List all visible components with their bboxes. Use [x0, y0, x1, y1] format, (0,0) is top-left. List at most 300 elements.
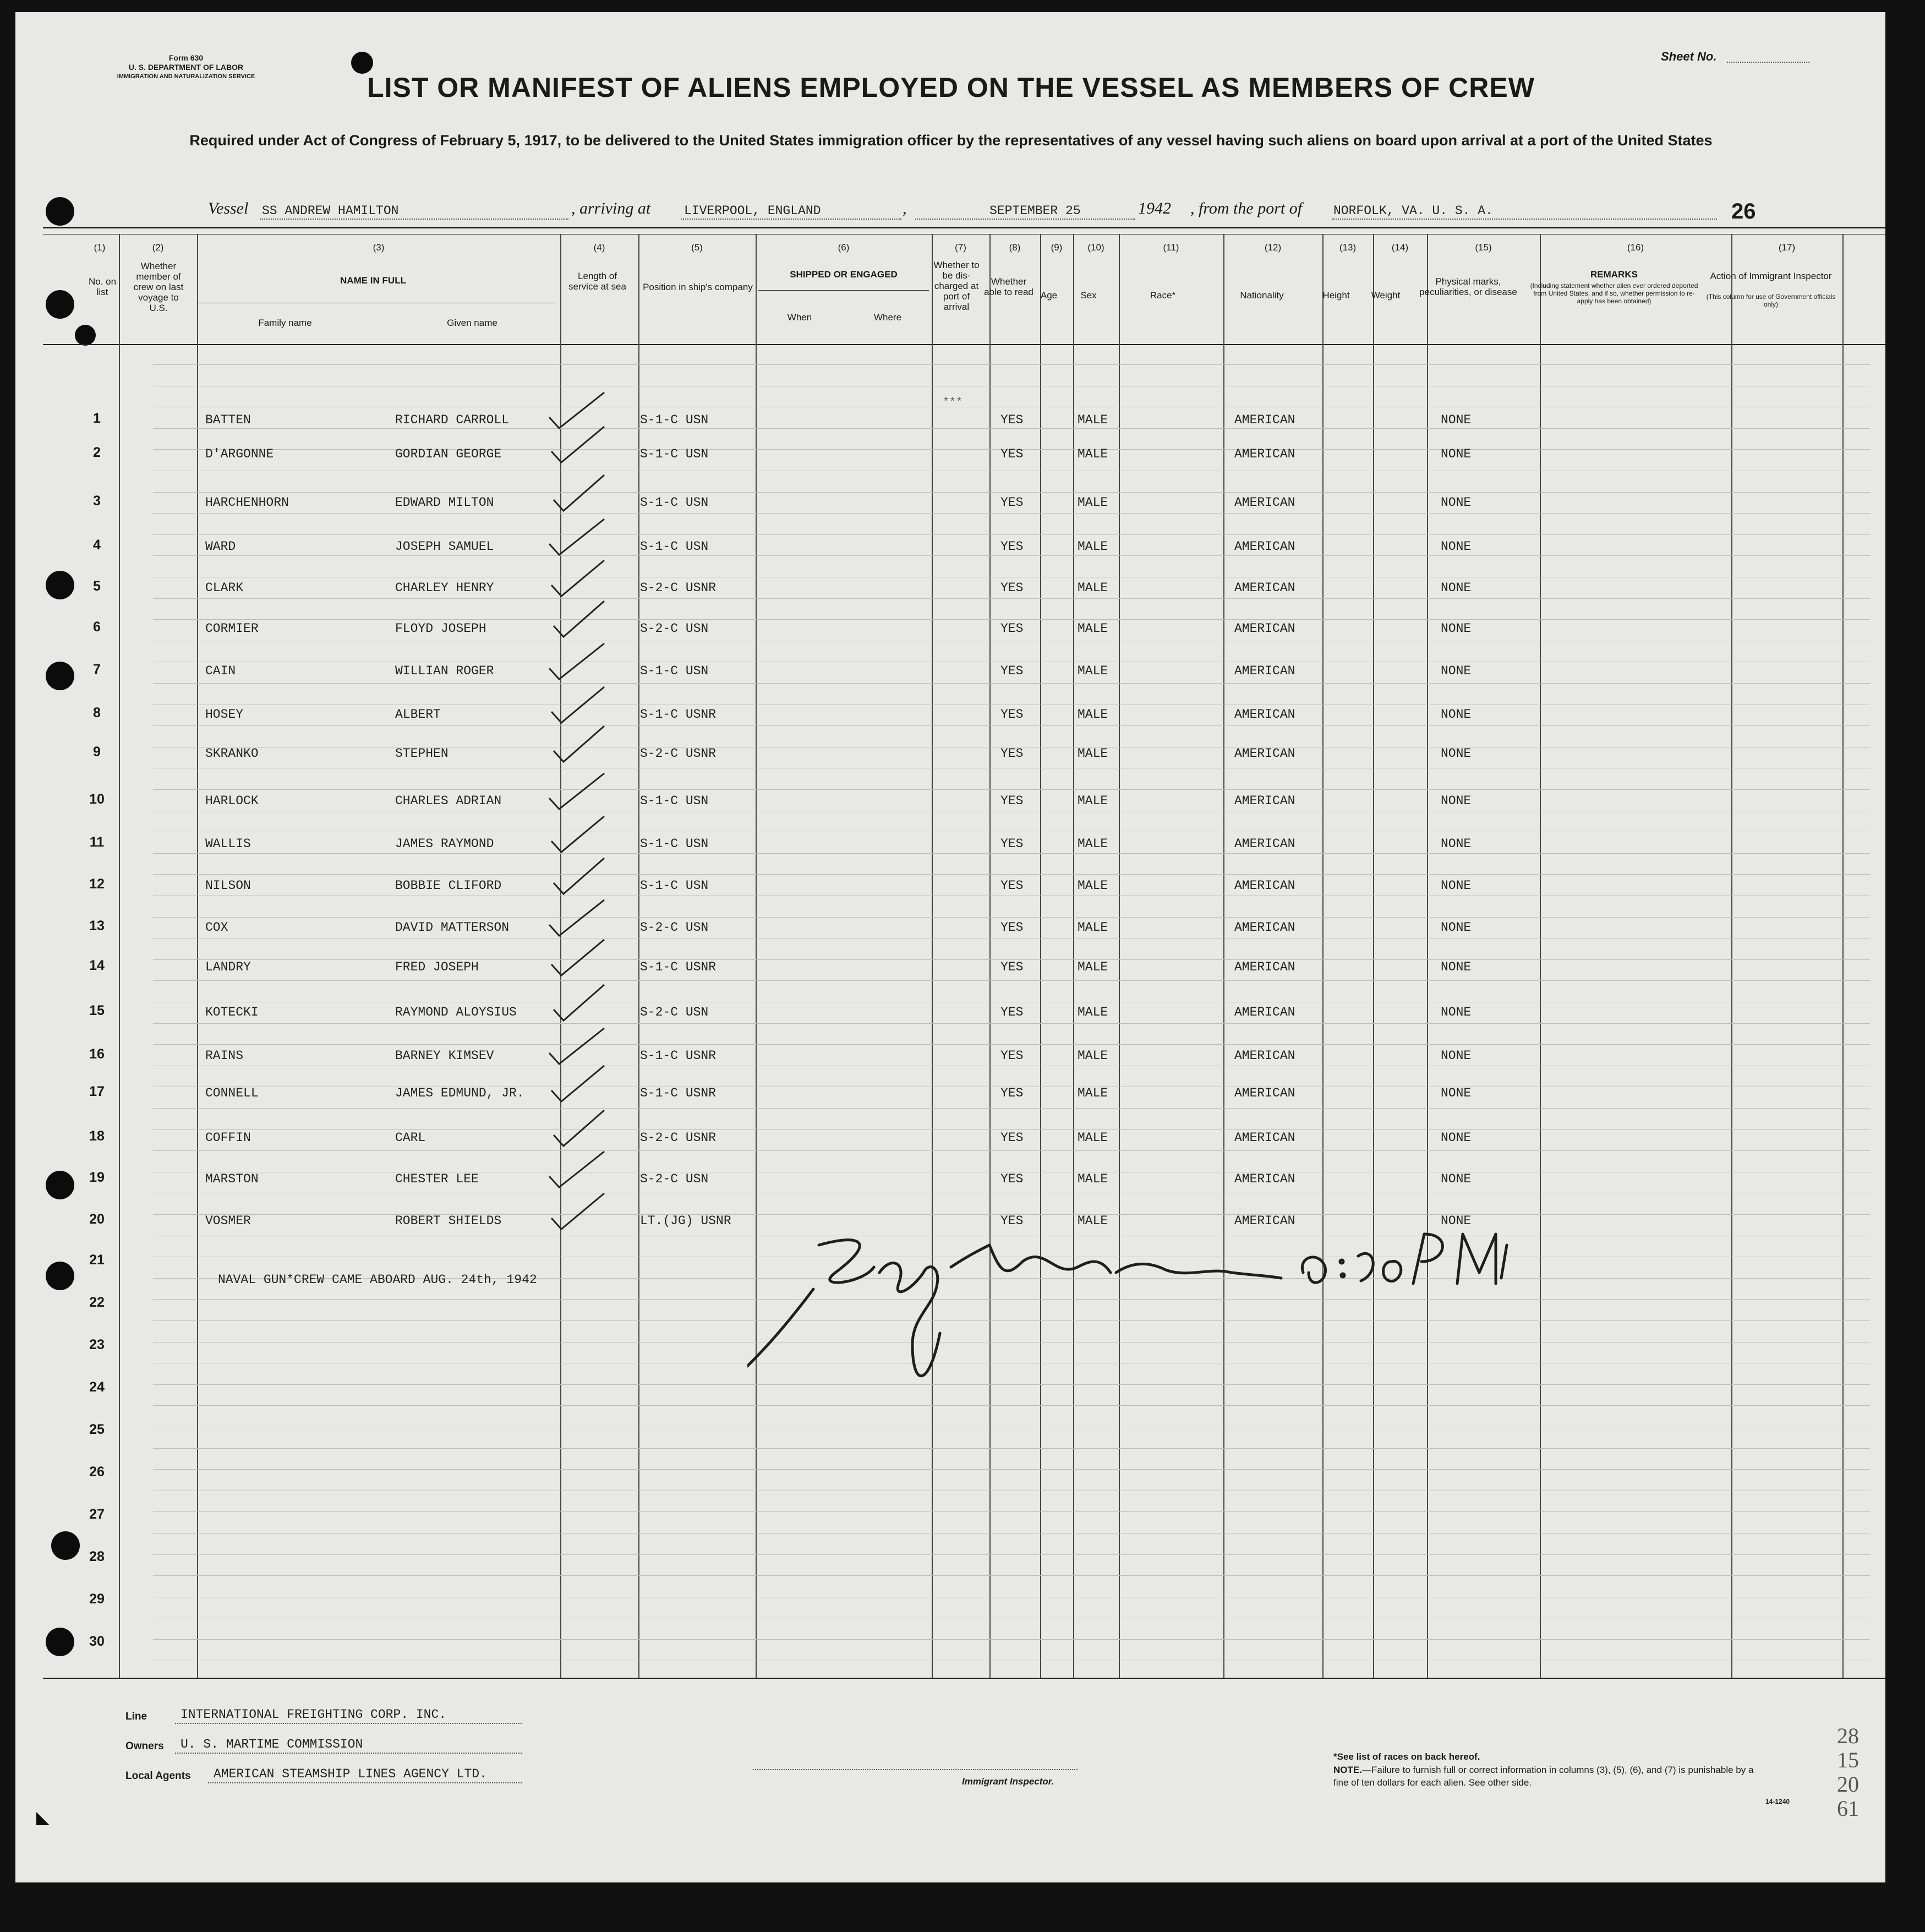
grid-line	[153, 874, 1870, 875]
col-13-head: Height	[1322, 290, 1350, 301]
column-rule	[989, 234, 991, 1678]
able-to-read: YES	[1000, 1049, 1024, 1063]
row-7-note: ***	[943, 396, 963, 409]
nationality: AMERICAN	[1234, 413, 1295, 427]
ship-position: S-2-C USN	[640, 621, 709, 636]
col-16-note: (Including statement whether alien ever ordered deported from United States, and if so, whether permission to re-apply has been obtained)	[1530, 282, 1698, 305]
column-rule	[1119, 234, 1120, 1678]
ship-position: S-1-C USN	[640, 878, 709, 893]
arrival-date: SEPTEMBER 25	[989, 204, 1081, 218]
given-name: RAYMOND ALOYSIUS	[395, 1005, 517, 1019]
row-number: 13	[89, 918, 105, 934]
row-number: 15	[89, 1003, 105, 1018]
physical-marks: NONE	[1441, 746, 1472, 761]
sex: MALE	[1078, 495, 1108, 510]
row-number: 11	[89, 834, 105, 850]
given-name: ROBERT SHIELDS	[395, 1214, 502, 1228]
family-name: CAIN	[205, 664, 236, 678]
ship-position: S-1-C USNR	[640, 960, 717, 974]
column-rule	[1731, 234, 1732, 1678]
sex: MALE	[1078, 878, 1108, 893]
col-9-head: Age	[1040, 290, 1058, 301]
punch-hole	[46, 290, 74, 319]
grid-line	[153, 789, 1870, 790]
race-note: *See list of races on back hereof.	[1333, 1751, 1480, 1762]
family-name: WALLIS	[205, 837, 251, 851]
grid-line	[153, 534, 1870, 535]
manifest-sheet	[15, 12, 1885, 1882]
col-6-sub-where: Where	[873, 312, 902, 323]
physical-marks: NONE	[1441, 920, 1472, 935]
col-16-head: REMARKS	[1590, 269, 1638, 280]
line-label: Line	[125, 1711, 147, 1722]
given-name: EDWARD MILTON	[395, 495, 494, 510]
nationality: AMERICAN	[1234, 920, 1295, 935]
physical-marks: NONE	[1441, 707, 1472, 722]
nationality: AMERICAN	[1234, 1131, 1295, 1145]
comma: ,	[903, 199, 907, 217]
owners-label: Owners	[125, 1740, 164, 1752]
form-number: Form 630	[168, 53, 204, 62]
grid-line	[153, 598, 1870, 599]
nationality: AMERICAN	[1234, 495, 1295, 510]
family-name: CLARK	[205, 581, 244, 595]
sex: MALE	[1078, 1131, 1108, 1145]
given-name: JOSEPH SAMUEL	[395, 539, 494, 554]
family-name: VOSMER	[205, 1214, 251, 1228]
column-number: (11)	[1163, 242, 1179, 253]
ship-position: S-1-C USN	[640, 837, 709, 851]
grid-line	[153, 853, 1870, 854]
grid-line	[153, 364, 1870, 365]
family-name: COX	[205, 920, 228, 935]
ship-position: S-2-C USN	[640, 920, 709, 935]
col-8-head: Whether able to read	[984, 276, 1033, 297]
able-to-read: YES	[1000, 581, 1024, 595]
sex: MALE	[1078, 413, 1108, 427]
row-number: 1	[93, 411, 101, 426]
checkmark	[549, 643, 604, 679]
arrival-year: 1942	[1138, 199, 1171, 217]
from-port: NORFOLK, VA. U. S. A.	[1333, 204, 1493, 218]
nationality: AMERICAN	[1234, 837, 1295, 851]
service-checkmarks	[544, 353, 643, 1234]
grid-line	[153, 428, 1870, 429]
physical-marks: NONE	[1441, 413, 1472, 427]
ship-position: S-1-C USN	[640, 664, 709, 678]
note-text: —Failure to furnish full or correct information in columns (3), (5), (6), and (7) is punishable by a fine of ten dollars for each alien. See other side.	[1333, 1765, 1754, 1788]
physical-marks: NONE	[1441, 837, 1472, 851]
vessel-name: SS ANDREW HAMILTON	[262, 204, 399, 218]
column-number: (12)	[1264, 242, 1282, 253]
checkmark	[549, 519, 604, 555]
row-number: 5	[93, 578, 101, 594]
sex: MALE	[1078, 1005, 1108, 1019]
col-3-sub-family: Family name	[258, 318, 312, 328]
from-label: , from the port of	[1190, 199, 1303, 217]
row-number: 18	[89, 1128, 105, 1144]
date-blank	[915, 219, 1135, 220]
row-number: 16	[89, 1046, 105, 1062]
checkmark	[554, 726, 604, 762]
col-1-head: No. on list	[88, 276, 117, 297]
punch-hole	[75, 325, 96, 346]
checkmark	[551, 1193, 604, 1229]
punch-hole	[51, 1531, 80, 1560]
sex: MALE	[1078, 1172, 1108, 1186]
margin-numbers	[1829, 1724, 1867, 1821]
given-name: BARNEY KIMSEV	[395, 1049, 494, 1063]
checkmark	[554, 858, 604, 894]
page-title: LIST OR MANIFEST OF ALIENS EMPLOYED ON THE VESSEL AS MEMBERS OF CREW	[367, 72, 1535, 103]
grid-line	[153, 1469, 1870, 1470]
nationality: AMERICAN	[1234, 1172, 1295, 1186]
row-number: 14	[89, 958, 105, 973]
physical-marks: NONE	[1441, 539, 1472, 554]
col-5-head: Position in ship's company	[643, 282, 753, 292]
able-to-read: YES	[1000, 1086, 1024, 1100]
punch-hole	[46, 1628, 74, 1656]
sex: MALE	[1078, 664, 1108, 678]
row-number: 17	[89, 1084, 105, 1099]
grid-line	[153, 980, 1870, 981]
column-number: (6)	[838, 242, 850, 253]
arriving-blank	[681, 219, 901, 220]
department: U. S. DEPARTMENT OF LABOR	[128, 63, 244, 72]
grid-line	[153, 1108, 1870, 1109]
column-rule	[1842, 234, 1844, 1678]
column-rule	[1073, 234, 1074, 1678]
row-number: 2	[93, 445, 101, 460]
punch-hole	[351, 52, 373, 74]
column-number: (14)	[1391, 242, 1409, 253]
row-number: 7	[93, 662, 101, 677]
checkmark	[549, 900, 604, 936]
checkmark	[551, 427, 604, 462]
grid-line	[153, 555, 1870, 556]
line-blank	[175, 1723, 522, 1724]
checkmark	[549, 773, 604, 809]
ship-position: S-1-C USNR	[640, 707, 717, 722]
family-name: KOTECKI	[205, 1005, 259, 1019]
able-to-read: YES	[1000, 920, 1024, 935]
row-number: 8	[93, 705, 101, 721]
checkmark	[551, 940, 604, 975]
col-10-head: Sex	[1080, 290, 1097, 301]
column-rule	[1427, 234, 1428, 1678]
margin-number: 28	[1837, 1723, 1859, 1748]
given-name: CARL	[395, 1131, 426, 1145]
physical-marks: NONE	[1441, 960, 1472, 974]
column-rule	[1322, 234, 1324, 1678]
column-rule	[1223, 234, 1224, 1678]
table-bottom-rule	[43, 1678, 1885, 1679]
line-value: INTERNATIONAL FREIGHTING CORP. INC.	[181, 1707, 447, 1722]
able-to-read: YES	[1000, 1131, 1024, 1145]
family-name: MARSTON	[205, 1172, 259, 1186]
nationality: AMERICAN	[1234, 960, 1295, 974]
nationality: AMERICAN	[1234, 746, 1295, 761]
family-name: HOSEY	[205, 707, 244, 722]
sex: MALE	[1078, 707, 1108, 722]
able-to-read: YES	[1000, 539, 1024, 554]
given-name: DAVID MATTERSON	[395, 920, 510, 935]
family-name: SKRANKO	[205, 746, 259, 761]
nationality: AMERICAN	[1234, 707, 1295, 722]
margin-number: 61	[1837, 1796, 1859, 1821]
given-name: WILLIAN ROGER	[395, 664, 494, 678]
family-name: LANDRY	[205, 960, 251, 974]
column-rule	[197, 234, 198, 1678]
family-name: CONNELL	[205, 1086, 259, 1100]
col-3-sub-given: Given name	[447, 318, 497, 328]
row-number: 24	[89, 1379, 105, 1395]
able-to-read: YES	[1000, 495, 1024, 510]
inspector-blank	[753, 1769, 1078, 1770]
grid-line	[153, 1554, 1870, 1555]
grid-line	[153, 1129, 1870, 1130]
row-number: 20	[89, 1211, 105, 1227]
sex: MALE	[1078, 837, 1108, 851]
able-to-read: YES	[1000, 1172, 1024, 1186]
given-name: CHARLES ADRIAN	[395, 794, 502, 808]
sex: MALE	[1078, 447, 1108, 461]
grid-line	[153, 1448, 1870, 1449]
physical-marks: NONE	[1441, 621, 1472, 636]
col-12-head: Nationality	[1240, 290, 1284, 301]
note-label: NOTE.	[1333, 1765, 1362, 1775]
col-4-head: Length of service at sea	[568, 271, 626, 292]
grid-line	[153, 1405, 1870, 1406]
sex: MALE	[1078, 920, 1108, 935]
col-6-sub-when: When	[787, 312, 812, 323]
page-number: 26	[1731, 199, 1756, 223]
able-to-read: YES	[1000, 794, 1024, 808]
row-number: 29	[89, 1591, 105, 1607]
sex: MALE	[1078, 1086, 1108, 1100]
sex: MALE	[1078, 794, 1108, 808]
punch-hole	[46, 197, 74, 226]
ship-position: S-1-C USN	[640, 413, 709, 427]
column-number: (4)	[593, 242, 605, 253]
grid-line	[153, 1044, 1870, 1045]
physical-marks: NONE	[1441, 1131, 1472, 1145]
grid-line	[153, 1575, 1870, 1576]
able-to-read: YES	[1000, 707, 1024, 722]
column-number: (8)	[1009, 242, 1021, 253]
col-11-head: Race*	[1150, 290, 1176, 301]
physical-marks: NONE	[1441, 581, 1472, 595]
sex: MALE	[1078, 621, 1108, 636]
column-number: (3)	[373, 242, 385, 253]
form-code: 14-1240	[1765, 1798, 1790, 1805]
penalty-note	[1333, 1764, 1763, 1789]
physical-marks: NONE	[1441, 794, 1472, 808]
able-to-read: YES	[1000, 746, 1024, 761]
punch-hole	[46, 571, 74, 599]
family-name: HARCHENHORN	[205, 495, 289, 510]
col-6-divider	[758, 290, 929, 291]
row-number: 12	[89, 876, 105, 892]
nationality: AMERICAN	[1234, 794, 1295, 808]
able-to-read: YES	[1000, 664, 1024, 678]
grid-line	[153, 1023, 1870, 1024]
column-rule	[119, 234, 120, 1678]
grid-line	[153, 917, 1870, 918]
physical-marks: NONE	[1441, 878, 1472, 893]
col-6-head: SHIPPED OR ENGAGED	[790, 269, 898, 280]
col-2-head: Whether member of crew on last voyage to U.S.	[133, 261, 184, 313]
column-rule	[1540, 234, 1541, 1678]
col-14-head: Weight	[1371, 290, 1401, 301]
from-blank	[1332, 219, 1717, 220]
row-number: 3	[93, 493, 101, 509]
row-number: 19	[89, 1170, 105, 1185]
margin-number: 15	[1837, 1748, 1859, 1772]
row-number: 9	[93, 744, 101, 760]
family-name: BATTEN	[205, 413, 251, 427]
sex: MALE	[1078, 539, 1108, 554]
column-number: (2)	[152, 242, 164, 253]
ship-position: S-1-C USN	[640, 539, 709, 554]
col-17-note: (This column for use of Government officials only)	[1706, 293, 1836, 308]
vessel-label: Vessel	[208, 199, 249, 217]
nationality: AMERICAN	[1234, 1214, 1295, 1228]
sheet-number-blank	[1727, 62, 1809, 63]
column-number: (1)	[94, 242, 106, 253]
nationality: AMERICAN	[1234, 539, 1295, 554]
physical-marks: NONE	[1441, 495, 1472, 510]
grid-line	[153, 683, 1870, 684]
margin-number: 20	[1837, 1772, 1859, 1797]
given-name: FLOYD JOSEPH	[395, 621, 486, 636]
sheet-number-label: Sheet No.	[1661, 50, 1717, 63]
grid-line	[153, 1150, 1870, 1151]
nationality: AMERICAN	[1234, 878, 1295, 893]
ship-position: S-1-C USN	[640, 447, 709, 461]
punch-hole	[46, 1171, 74, 1199]
inspector-signature	[747, 1223, 1518, 1399]
ship-position: S-2-C USN	[640, 1005, 709, 1019]
given-name: JAMES EDMUND, JR.	[395, 1086, 524, 1100]
column-number: (17)	[1778, 242, 1796, 253]
column-number: (10)	[1087, 242, 1104, 253]
physical-marks: NONE	[1441, 1086, 1472, 1100]
given-name: BOBBIE CLIFORD	[395, 878, 502, 893]
page-subtitle: Required under Act of Congress of February 5, 1917, to be delivered to the United States immigration officer by the representatives of any vessel having such aliens on board upon arrival at a port of the United States	[189, 132, 1713, 149]
row-number: 30	[89, 1634, 105, 1649]
family-name: HARLOCK	[205, 794, 259, 808]
owners-blank	[175, 1753, 522, 1754]
able-to-read: YES	[1000, 837, 1024, 851]
given-name: JAMES RAYMOND	[395, 837, 494, 851]
owners-value: U. S. MARTIME COMMISSION	[181, 1737, 363, 1751]
row-number: 4	[93, 537, 101, 553]
agents-blank	[208, 1782, 522, 1783]
ship-position: S-2-C USNR	[640, 1131, 717, 1145]
nationality: AMERICAN	[1234, 1086, 1295, 1100]
checkmark	[549, 1151, 604, 1187]
given-name: CHARLEY HENRY	[395, 581, 494, 595]
ship-position: S-2-C USNR	[640, 581, 717, 595]
checkmark	[554, 475, 604, 511]
able-to-read: YES	[1000, 447, 1024, 461]
given-name: CHESTER LEE	[395, 1172, 479, 1186]
grid-line	[153, 619, 1870, 620]
checkmark	[551, 816, 604, 852]
row-number: 23	[89, 1337, 105, 1352]
given-name: STEPHEN	[395, 746, 449, 761]
col-17-head: Action of Immigrant Inspector	[1710, 271, 1832, 281]
arriving-label: , arriving at	[571, 199, 651, 217]
grid-line	[153, 513, 1870, 514]
ship-position: S-2-C USN	[640, 1172, 709, 1186]
able-to-read: YES	[1000, 878, 1024, 893]
col-15-head: Physical marks, peculiarities, or disease	[1419, 276, 1517, 297]
able-to-read: YES	[1000, 960, 1024, 974]
physical-marks: NONE	[1441, 664, 1472, 678]
col-3-head: NAME IN FULL	[340, 275, 406, 286]
row-number: 27	[89, 1507, 105, 1522]
given-name: GORDIAN GEORGE	[395, 447, 502, 461]
agents-value: AMERICAN STEAMSHIP LINES AGENCY LTD.	[214, 1767, 487, 1781]
ship-position: S-1-C USN	[640, 495, 709, 510]
given-name: ALBERT	[395, 707, 441, 722]
family-name: D'ARGONNE	[205, 447, 274, 461]
row-number: 6	[93, 619, 101, 635]
sex: MALE	[1078, 1049, 1108, 1063]
nationality: AMERICAN	[1234, 447, 1295, 461]
checkmark	[549, 1028, 604, 1064]
arriving-port: LIVERPOOL, ENGLAND	[684, 204, 821, 218]
nationality: AMERICAN	[1234, 1005, 1295, 1019]
nationality: AMERICAN	[1234, 1049, 1295, 1063]
grid-line	[153, 492, 1870, 493]
checkmark	[551, 560, 604, 596]
row-number: 22	[89, 1295, 105, 1310]
physical-marks: NONE	[1441, 447, 1472, 461]
able-to-read: YES	[1000, 1214, 1024, 1228]
sex: MALE	[1078, 1214, 1108, 1228]
able-to-read: YES	[1000, 621, 1024, 636]
nationality: AMERICAN	[1234, 621, 1295, 636]
family-name: COFFIN	[205, 1131, 251, 1145]
physical-marks: NONE	[1441, 1172, 1472, 1186]
physical-marks: NONE	[1441, 1049, 1472, 1063]
ship-position: S-1-C USNR	[640, 1049, 717, 1063]
inspector-label: Immigrant Inspector.	[962, 1776, 1054, 1787]
checkmark	[551, 1066, 604, 1101]
physical-marks: NONE	[1441, 1005, 1472, 1019]
ship-position: S-1-C USNR	[640, 1086, 717, 1100]
column-number: (15)	[1475, 242, 1492, 253]
grid-line	[153, 725, 1870, 726]
table-top-rule	[43, 227, 1885, 228]
ship-position: LT.(JG) USNR	[640, 1214, 731, 1228]
column-number: (5)	[691, 242, 703, 253]
header-bottom-rule	[43, 344, 1885, 345]
column-number: (7)	[955, 242, 966, 253]
able-to-read: YES	[1000, 1005, 1024, 1019]
sex: MALE	[1078, 960, 1108, 974]
family-name: WARD	[205, 539, 236, 554]
gun-crew-note: NAVAL GUN*CREW CAME ABOARD AUG. 24th, 1942	[218, 1273, 537, 1287]
checkmark	[554, 1110, 604, 1146]
sex: MALE	[1078, 581, 1108, 595]
column-rule	[1373, 234, 1374, 1678]
ship-position: S-1-C USN	[640, 794, 709, 808]
punch-hole	[46, 662, 74, 690]
